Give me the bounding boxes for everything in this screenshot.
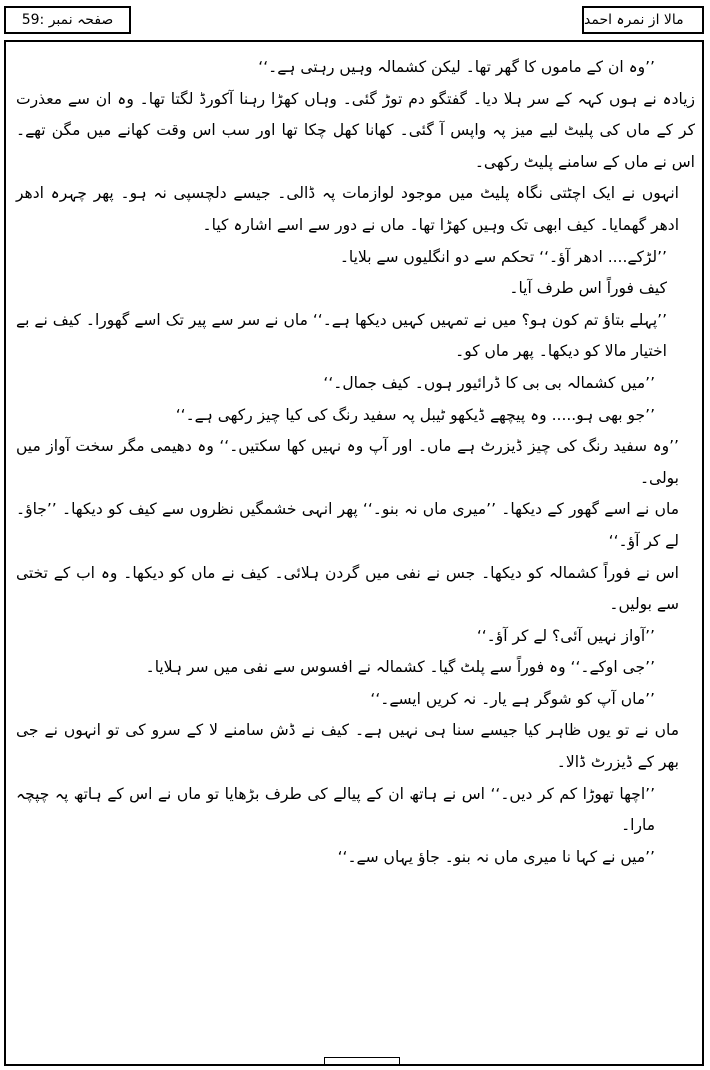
paragraph: ’’میں کشمالہ بی بی کا ڈرائیور ہوں۔ کیف جمال۔‘‘ bbox=[323, 373, 655, 392]
page-number: صفحہ نمبر :59 bbox=[21, 12, 114, 28]
paragraph: ماں نے تو یوں ظاہر کیا جیسے سنا ہی نہیں ہے۔ کیف نے ڈش سامنے لا کے سرو کی تو انہوں نے جی بھر کے ڈیزرٹ ڈالا۔ bbox=[16, 721, 679, 772]
paragraph: اس نے فوراً کشمالہ کو دیکھا۔ جس نے نفی میں گردن ہلائی۔ کیف نے ماں کو دیکھا۔ وہ اب کے تختی سے بولیں۔ bbox=[16, 563, 679, 614]
paragraph: ’’آواز نہیں آئی؟ لے کر آؤ۔‘‘ bbox=[476, 626, 655, 645]
story-text bbox=[16, 52, 695, 873]
paragraph: ’’ماں آپ کو شوگر ہے یار۔ نہ کریں ایسے۔‘‘ bbox=[370, 689, 655, 708]
author-box bbox=[582, 6, 704, 34]
paragraph: ’’پہلے بتاؤ تم کون ہو؟ میں نے تمہیں کہیں دیکھا ہے۔‘‘ ماں نے سر سے پیر تک اسے گھورا۔ کیف نے بے اختیار مالا کو دیکھا۔ پھر ماں کو۔ bbox=[16, 310, 667, 361]
author-title: مالا از نمرہ احمد bbox=[584, 12, 684, 28]
paragraph: زیادہ نے ہوں کہہ کے سر ہلا دیا۔ گفتگو دم توڑ گئی۔ وہاں کھڑا رہنا آکورڈ لگتا تھا۔ وہ ان سے معذرت کر کے ماں کی پلیٹ لیے میز پہ واپس آ گئی۔ کھانا کھل چکا تھا اور سب اس وقت کھانے میں مگن تھے۔ اس نے ماں کے سامنے پلیٹ رکھی۔ bbox=[16, 89, 695, 171]
paragraph: ’’وہ سفید رنگ کی چیز ڈیزرٹ ہے ماں۔ اور آپ وہ نہیں کھا سکتیں۔‘‘ وہ دھیمی مگر سخت آواز میں بولی۔ bbox=[16, 437, 679, 487]
paragraph: ’’وہ ان کے ماموں کا گھر تھا۔ لیکن کشمالہ وہیں رہتی ہے۔‘‘ bbox=[258, 58, 655, 76]
footer-tab bbox=[324, 1057, 400, 1064]
paragraph: ’’اچھا تھوڑا کم کر دیں۔‘‘ اس نے ہاتھ ان کے پیالے کی طرف بڑھایا تو ماں نے اس کے ہاتھ پہ چپچہ مارا۔ bbox=[16, 784, 655, 835]
paragraph: ماں نے اسے گھور کے دیکھا۔ ’’میری ماں نہ بنو۔‘‘ پھر انہی خشمگیں نظروں سے کیف کو دیکھا۔ ’’جاؤ۔ لے کر آؤ۔‘‘ bbox=[16, 500, 679, 550]
paragraph: ’’میں نے کہا نا میری ماں نہ بنو۔ جاؤ یہاں سے۔‘‘ bbox=[337, 847, 655, 866]
paragraph: ’’جی اوکے۔‘‘ وہ فوراً سے پلٹ گیا۔ کشمالہ نے افسوس سے نفی میں سر ہلایا۔ bbox=[145, 658, 655, 677]
paragraph: انہوں نے ایک اچٹتی نگاہ پلیٹ میں موجود لوازمات پہ ڈالی۔ جیسے دلچسپی نہ ہو۔ پھر چہرہ ادھر ادھر گھمایا۔ کیف ابھی تک وہیں کھڑا تھا۔ ماں نے دور سے اسے اشارہ کیا۔ bbox=[16, 184, 679, 234]
paragraph: ’’لڑکے.... ادھر آؤ۔‘‘ تحکم سے دو انگلیوں سے بلایا۔ bbox=[339, 247, 667, 266]
page-header bbox=[4, 6, 704, 36]
page-number-box bbox=[4, 6, 131, 34]
paragraph: ’’جو بھی ہو..... وہ پیچھے ڈیکھو ٹیبل پہ سفید رنگ کی کیا چیز رکھی ہے۔‘‘ bbox=[175, 405, 655, 424]
paragraph: کیف فوراً اس طرف آیا۔ bbox=[509, 279, 667, 298]
